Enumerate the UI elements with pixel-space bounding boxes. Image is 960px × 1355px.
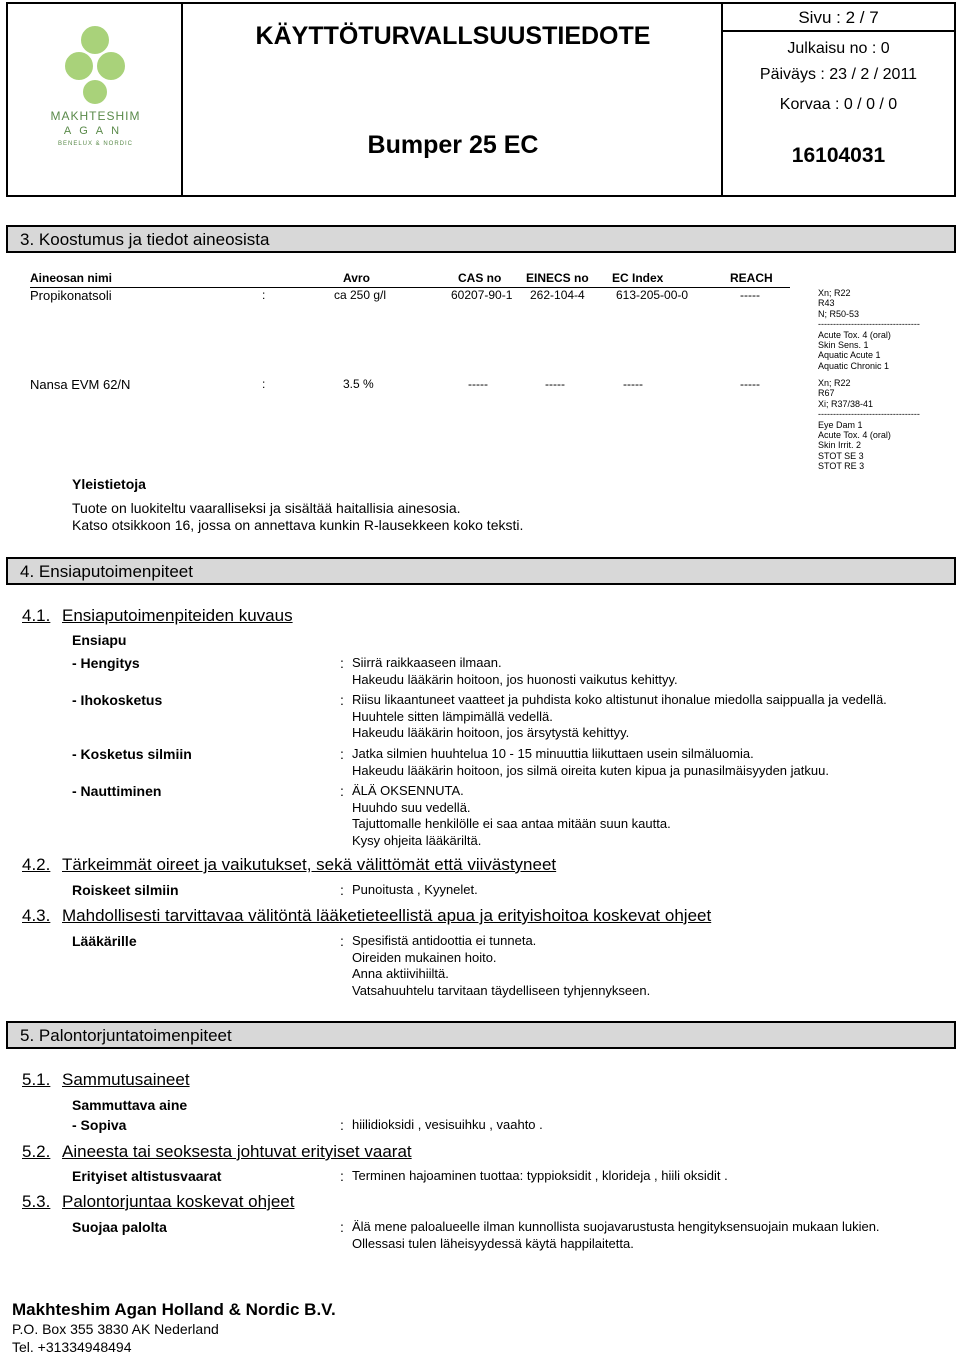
revision-date: Päiväys : 23 / 2 / 2011 — [759, 66, 918, 83]
col-header-name: Aineosan nimi — [30, 271, 113, 285]
doctor-label: Lääkärille — [72, 933, 137, 949]
subsection-number: 4.2. — [22, 855, 51, 874]
first-aid-route: - Hengitys — [72, 655, 140, 671]
col-header-avro: Avro — [343, 271, 370, 285]
subsection-title: Mahdollisesti tarvittavaa välitöntä lääketieteellistä apua ja erityishoitoa koskevat ohjeet — [62, 906, 712, 925]
subsection-title: Tärkeimmät oireet ja vaikutukset, sekä välittömät että viivästyneet — [62, 855, 557, 874]
ingredient-ec-index: ----- — [623, 377, 643, 391]
col-header-cas: CAS no — [458, 271, 502, 285]
doctor-text: Spesifistä antidoottia ei tunneta. Oireiden mukainen hoito. Anna aktiivihiiltä. Vatsahuuhtelu tarvitaan täydelliseen tyhjennykseen. — [352, 933, 651, 998]
section-3-heading: 3. Koostumus ja tiedot aineosista — [6, 225, 956, 253]
ingredient-name: Nansa EVM 62/N — [30, 377, 131, 392]
edition-number: Julkaisu no : 0 — [787, 40, 890, 57]
first-aid-route: - Ihokosketus — [72, 692, 163, 708]
subsection-number: 4.3. — [22, 906, 51, 925]
subsection-number: 5.2. — [22, 1142, 51, 1161]
first-aid-text: Siirrä raikkaaseen ilmaan. Hakeudu lääkärin hoitoon, jos huonosti vaikutus kehittyy. — [352, 655, 678, 687]
ingredient-classification: Xn; R22 R67 Xi; R37/38-41 ---------------------------------- Eye Dam 1 Acute Tox. 4 (oral) Skin Irrit. 2 STOT SE 3 STOT RE 3 — [818, 378, 920, 472]
general-info-title: Yleistietoja — [72, 476, 146, 492]
first-aid-text: Jatka silmien huuhtelua 10 - 15 minuuttia liikuttaen usein silmäluomia. Hakeudu lääkärin hoitoon, jos silmä oireita kuten kipua ja punasilmäisyyden jatkuu. — [352, 746, 829, 778]
first-aid-text: Riisu likaantuneet vaatteet ja puhdista koko altistunut ihonalue miedolla saippualla ja vedellä. Huuhtele sitten lämpimällä vedellä. Hakeudu lääkärin hoitoon, jos ärsytystä kehittyy. — [352, 692, 887, 740]
header-meta — [723, 4, 954, 195]
ingredient-einecs: 262-104-4 — [530, 288, 585, 302]
header-center — [183, 4, 723, 195]
document-title: KÄYTTÖTURVALLSUUSTIEDOTE — [255, 22, 651, 50]
logo-region: BENELUX & NORDIC — [57, 141, 133, 147]
colon: : — [340, 933, 344, 949]
symptom-label: Roiskeet silmiin — [72, 882, 179, 898]
col-header-reach: REACH — [730, 271, 773, 285]
hazards-label: Erityiset altistusvaarat — [72, 1168, 222, 1184]
suitable-label: - Sopiva — [72, 1117, 127, 1133]
colon: : — [340, 1117, 344, 1133]
footer-phone: Tel. +31334948494 — [12, 1339, 132, 1355]
colon: : — [340, 655, 344, 671]
ingredient-avro: ca 250 g/l — [334, 288, 387, 302]
subsection-number: 5.3. — [22, 1192, 51, 1211]
colon: : — [262, 288, 266, 302]
fire-protection-label: Suojaa palolta — [72, 1219, 167, 1235]
col-header-ec-index: EC Index — [612, 271, 664, 285]
product-code: 16104031 — [791, 144, 886, 167]
ingredient-einecs: ----- — [545, 377, 565, 391]
ingredient-name: Propikonatsoli — [30, 288, 112, 303]
ingredient-ec-index: 613-205-00-0 — [616, 288, 689, 302]
replaces-date: Korvaa : 0 / 0 / 0 — [779, 96, 898, 113]
colon: : — [340, 746, 344, 762]
logo-name: MAKHTESHIM — [50, 109, 141, 123]
general-info-line: Katso otsikkoon 16, jossa on annettava kunkin R-lausekkeen koko teksti. — [72, 517, 524, 533]
footer-address: P.O. Box 355 3830 AK Nederland — [12, 1321, 219, 1337]
ingredient-avro: 3.5 % — [343, 377, 374, 391]
document-header — [6, 2, 956, 197]
subsection-number: 5.1. — [22, 1070, 51, 1089]
suitable-text: hiilidioksidi , vesisuihku , vaahto . — [352, 1117, 543, 1132]
first-aid-route: - Nauttiminen — [72, 783, 162, 799]
ingredient-reach: ----- — [740, 288, 760, 302]
subsection-title: Sammutusaineet — [62, 1070, 190, 1089]
ingredient-cas: 60207-90-1 — [451, 288, 513, 302]
first-aid-route: - Kosketus silmiin — [72, 746, 192, 762]
colon: : — [340, 1219, 344, 1235]
footer-company: Makhteshim Agan Holland & Nordic B.V. — [12, 1300, 336, 1319]
hazards-text: Terminen hajoaminen tuottaa: typpioksidit , klorideja , hiili oksidit . — [352, 1168, 728, 1183]
subsection-title: Ensiaputoimenpiteiden kuvaus — [62, 606, 293, 625]
colon: : — [340, 882, 344, 898]
colon: : — [262, 377, 266, 391]
first-aid-text: ÄLÄ OKSENNUTA. Huuhdo suu vedellä. Tajuttomalle henkilölle ei saa antaa mitään suun kautta. Kysy ohjeita lääkäriltä. — [352, 783, 671, 848]
extinguishing-media-label: Sammuttava aine — [72, 1097, 188, 1113]
ingredient-classification: Xn; R22 R43 N; R50-53 ---------------------------------- Acute Tox. 4 (oral) Skin Sens. 1 Aquatic Acute 1 Aquatic Chronic 1 — [818, 288, 920, 371]
symptom-text: Punoitusta , Kyynelet. — [352, 882, 478, 897]
fire-protection-text: Älä mene paloalueelle ilman kunnollista suojavarustusta hengityksensuojain mukaan lukien. Ollessasi tulen läheisyydessä käytä happilaitetta. — [352, 1219, 880, 1251]
company-logo — [8, 4, 183, 195]
logo-subname: AGAN — [63, 125, 128, 137]
colon: : — [340, 1168, 344, 1184]
subsection-number: 4.1. — [22, 606, 51, 625]
colon: : — [340, 692, 344, 708]
ingredient-reach: ----- — [740, 377, 760, 391]
product-name: Bumper 25 EC — [367, 131, 539, 159]
general-info-line: Tuote on luokiteltu vaaralliseksi ja sisältää haitallisia ainesosia. — [72, 500, 461, 516]
ingredient-cas: ----- — [468, 377, 488, 391]
col-header-einecs: EINECS no — [526, 271, 589, 285]
hexagon-logo-icon — [8, 4, 183, 195]
first-aid-label: Ensiapu — [72, 632, 127, 648]
section-5-heading: 5. Palontorjuntatoimenpiteet — [6, 1021, 956, 1049]
colon: : — [340, 783, 344, 799]
subsection-title: Palontorjuntaa koskevat ohjeet — [62, 1192, 295, 1211]
section-4-heading: 4. Ensiaputoimenpiteet — [6, 557, 956, 585]
page-number: Sivu : 2 / 7 — [723, 4, 954, 32]
subsection-title: Aineesta tai seoksesta johtuvat erityiset vaarat — [62, 1142, 412, 1161]
